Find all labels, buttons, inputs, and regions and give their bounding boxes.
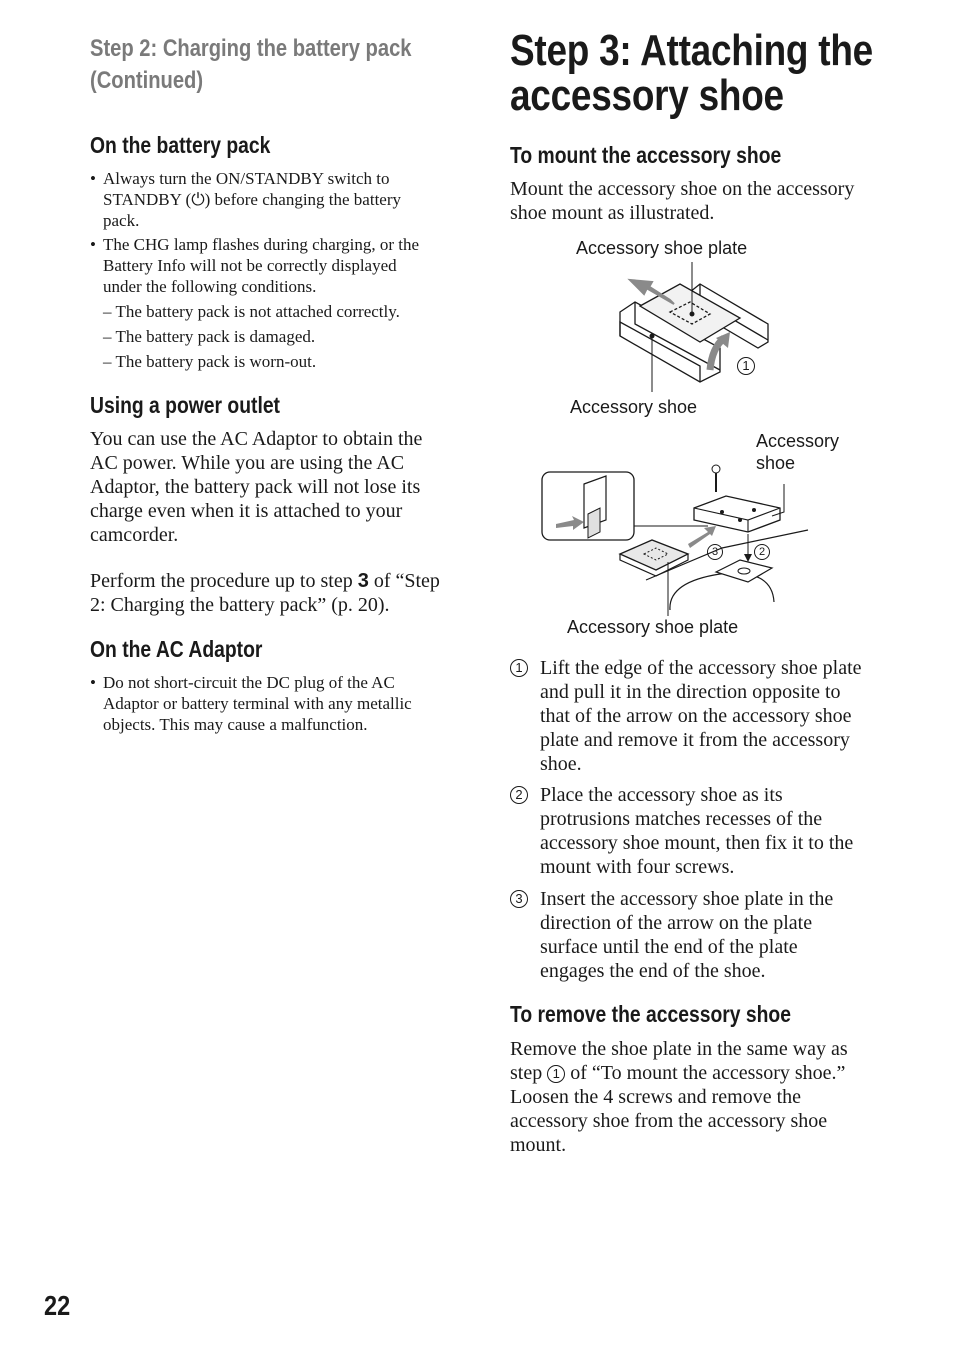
page-title-line: Step 3: Attaching the xyxy=(510,26,873,75)
running-header-line-1: Step 2: Charging the battery pack xyxy=(90,35,412,62)
step-line: that of the arrow on the accessory shoe xyxy=(540,705,852,727)
bullet-line: Do not short-circuit the DC plug of the AC xyxy=(103,673,395,692)
step-text xyxy=(540,656,885,776)
bullet-line: objects. This may cause a malfunction. xyxy=(103,715,368,734)
paragraph-line: shoe mount as illustrated. xyxy=(510,202,715,224)
step-ref-number: 1 xyxy=(547,1065,565,1083)
callout-number: 3 xyxy=(707,544,723,560)
paragraph-line: Remove the shoe plate in the same way as xyxy=(510,1038,848,1060)
heading-on-the-ac-adaptor: On the AC Adaptor xyxy=(90,636,263,662)
step-line: surface until the end of the plate xyxy=(540,936,798,958)
paragraph-line: charge even when it is attached to your xyxy=(90,500,403,522)
paragraph-line: accessory shoe from the accessory shoe xyxy=(510,1110,828,1132)
step-line: and pull it in the direction opposite to xyxy=(540,681,841,703)
step-line: engages the end of the shoe. xyxy=(540,960,766,982)
label-line: Accessory xyxy=(756,431,840,451)
remove-paragraph xyxy=(510,1037,885,1157)
paragraph-line: Loosen the 4 screws and remove the xyxy=(510,1086,802,1108)
paragraph-line xyxy=(90,569,462,593)
step-line: direction of the arrow on the plate xyxy=(540,912,813,934)
step-line: Lift the edge of the accessory shoe plate xyxy=(540,657,862,679)
step-line: mount with four screws. xyxy=(540,856,735,878)
paragraph-line: You can use the AC Adaptor to obtain the xyxy=(90,428,423,450)
condition-item: – The battery pack is worn-out. xyxy=(103,352,317,371)
bullet-line: STANDBY (⏻) before changing the battery xyxy=(103,190,402,209)
step-number: 1 xyxy=(510,659,528,677)
label-accessory-shoe-plate-top: Accessory shoe plate xyxy=(576,238,748,258)
step-number: 2 xyxy=(510,786,528,804)
paragraph-line: Mount the accessory shoe on the accessory xyxy=(510,178,855,200)
step-line: shoe. xyxy=(540,753,582,775)
text-run: Perform the procedure up to step xyxy=(90,570,358,592)
bullet-line: Always turn the ON/STANDBY switch to xyxy=(103,169,390,188)
battery-pack-bullets xyxy=(90,168,460,300)
label-accessory-shoe-top: Accessory shoe xyxy=(570,397,698,417)
heading-on-the-battery-pack: On the battery pack xyxy=(90,132,271,158)
mount-intro xyxy=(510,177,885,225)
heading-to-mount: To mount the accessory shoe xyxy=(510,142,782,168)
ac-adaptor-bullets xyxy=(90,672,460,738)
heading-using-a-power-outlet: Using a power outlet xyxy=(90,392,280,418)
bullet-line: The CHG lamp flashes during charging, or the xyxy=(103,235,420,254)
page-title xyxy=(510,28,873,118)
figure-callout-1 xyxy=(737,352,755,376)
bullet-line: under the following conditions. xyxy=(103,277,317,296)
text-run: step xyxy=(510,1062,548,1084)
text-run: of “Step xyxy=(368,570,440,592)
paragraph-line xyxy=(510,1061,885,1085)
page-number: 22 xyxy=(44,1290,71,1321)
figure-callout-2 xyxy=(754,537,770,561)
label-accessory-shoe-plate-bottom: Accessory shoe plate xyxy=(567,617,739,637)
step-line: protrusions matches recesses of the xyxy=(540,808,823,830)
step-number: 3 xyxy=(510,890,528,908)
step-text xyxy=(540,887,885,983)
paragraph-line: camcorder. xyxy=(90,524,179,546)
bullet-item: • Always turn the ON/STANDBY switch to STANDBY (⏻) before changing the battery pack. xyxy=(90,168,460,231)
step-line: plate and remove it from the accessory xyxy=(540,729,850,751)
power-outlet-paragraph xyxy=(90,427,462,547)
heading-to-remove: To remove the accessory shoe xyxy=(510,1001,791,1027)
paragraph-line: mount. xyxy=(510,1134,567,1156)
paragraph-line: AC power. While you are using the AC xyxy=(90,452,405,474)
step-line: Place the accessory shoe as its xyxy=(540,784,783,806)
step-text xyxy=(540,783,885,879)
page-title-line: accessory shoe xyxy=(510,71,784,120)
bullet-line: Battery Info will not be correctly displayed xyxy=(103,256,397,275)
bullet-item: • Do not short-circuit the DC plug of the AC Adaptor or battery terminal with any metallic objects. This may cause a malfunction. xyxy=(90,672,460,735)
step-line: accessory shoe mount, then fix it to the xyxy=(540,832,854,854)
callout-number: 1 xyxy=(737,357,755,375)
step-number-ref: 3 xyxy=(357,570,369,592)
paragraph-line: Adaptor, the battery pack will not lose its xyxy=(90,476,421,498)
condition-list xyxy=(103,299,400,374)
label-line: shoe xyxy=(756,453,796,473)
bullet-item: • The CHG lamp flashes during charging, or the Battery Info will not be correctly displayed under the following conditions. xyxy=(90,234,460,297)
running-header-line-2: (Continued) xyxy=(90,67,204,94)
condition-item: – The battery pack is not attached correctly. xyxy=(103,302,400,321)
bullet-line: pack. xyxy=(103,211,140,230)
condition-item: – The battery pack is damaged. xyxy=(103,327,316,346)
step-line: Insert the accessory shoe plate in the xyxy=(540,888,834,910)
figure-callout-3 xyxy=(707,537,723,561)
paragraph-line: 2: Charging the battery pack” (p. 20). xyxy=(90,594,390,616)
step-reference-paragraph xyxy=(90,569,462,617)
callout-number: 2 xyxy=(754,544,770,560)
running-header xyxy=(90,33,412,97)
bullet-line: Adaptor or battery terminal with any metallic xyxy=(103,694,412,713)
text-run: of “To mount the accessory shoe.” xyxy=(565,1062,846,1084)
